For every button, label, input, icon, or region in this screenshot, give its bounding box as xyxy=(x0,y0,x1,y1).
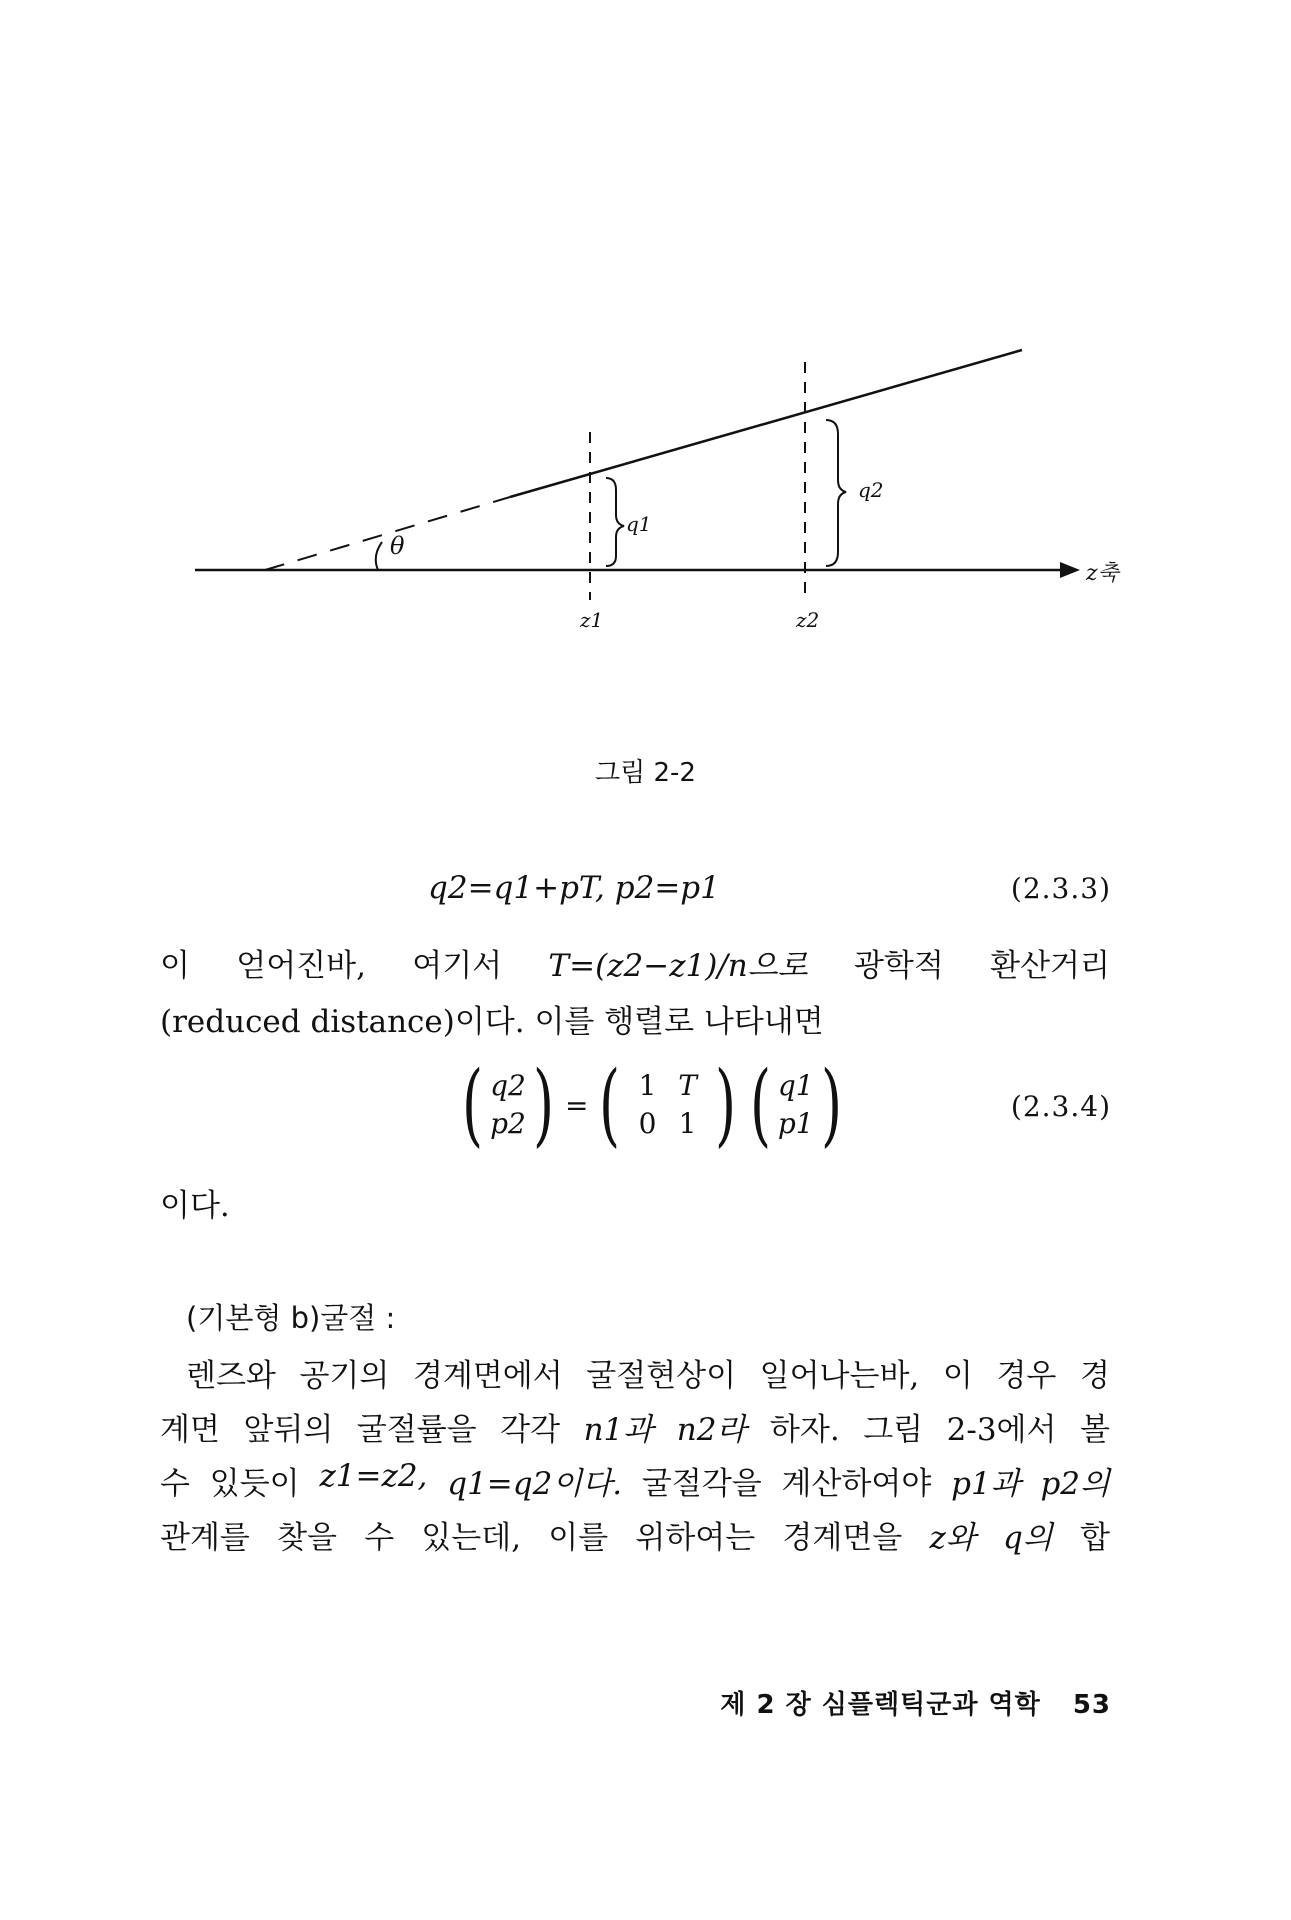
para2-line3: 수 있듯이 z1=z2, q1=q2이다. 굴절각을 계산하여야 p1과 p2의 xyxy=(160,1458,1110,1502)
para2-line1: 렌즈와 공기의 경계면에서 굴절현상이 일어나는바, 이 경우 경 xyxy=(186,1358,1110,1394)
equation-number-2-3-3: (2.3.3) xyxy=(1010,872,1111,905)
equation-2-3-4: ( q2 p2 ) = ( 1 T 0 1 ) ( q1 p1 ) xyxy=(462,1052,842,1157)
figure-caption: 그림 2-2 xyxy=(595,758,696,788)
q1-label: q1 xyxy=(626,512,652,536)
ray-dashed xyxy=(265,497,510,570)
para1-line1 xyxy=(160,940,1110,985)
figure-2-2 xyxy=(0,0,1291,720)
rhs-vector: q1 p1 xyxy=(777,1069,814,1140)
equation-2-3-3: q2=q1+pT, p2=p1 xyxy=(428,870,720,906)
word: T=(z2−z1)/n으로 xyxy=(548,948,808,984)
page-number: 53 xyxy=(1072,1690,1111,1720)
conclusion-text: 이다. xyxy=(160,1188,230,1224)
section-title: (기본형 b)굴절 : xyxy=(186,1301,396,1335)
z-axis-label: z축 xyxy=(1086,561,1119,586)
z2-label: z2 xyxy=(796,608,820,632)
equation-number-2-3-4: (2.3.4) xyxy=(1010,1090,1111,1123)
para1-line2: (reduced distance)이다. 이를 행렬로 나타내면 xyxy=(160,1004,824,1040)
word: 이 xyxy=(160,948,190,984)
word: 여기서 xyxy=(412,948,503,984)
z-axis-arrowhead xyxy=(1060,562,1080,578)
q1-brace xyxy=(606,478,624,566)
chapter-title: 제 2 장 심플렉틱군과 역학 xyxy=(720,1690,1041,1720)
word: 광학적 xyxy=(853,948,944,984)
page-footer xyxy=(720,1684,1111,1721)
word: 얻어진바, xyxy=(236,948,366,984)
word: 환산거리 xyxy=(990,948,1110,984)
theta-arc xyxy=(376,542,382,570)
q2-label: q2 xyxy=(858,478,884,502)
figure-diagram xyxy=(0,0,1291,720)
z1-label: z1 xyxy=(580,608,604,632)
para2-line4: 관계를 찾을 수 있는데, 이를 위하여는 경계면을 z와 q의 합 xyxy=(160,1520,1110,1556)
para2-line2: 계면 앞뒤의 굴절률을 각각 n1과 n2라 하자. 그림 2-3에서 볼 xyxy=(160,1412,1110,1448)
lhs-vector: q2 p2 xyxy=(490,1069,526,1140)
ray-solid xyxy=(510,350,1022,497)
q2-brace xyxy=(826,420,846,566)
theta-label: θ xyxy=(390,532,405,560)
transfer-matrix: 1 T 0 1 xyxy=(638,1069,697,1140)
